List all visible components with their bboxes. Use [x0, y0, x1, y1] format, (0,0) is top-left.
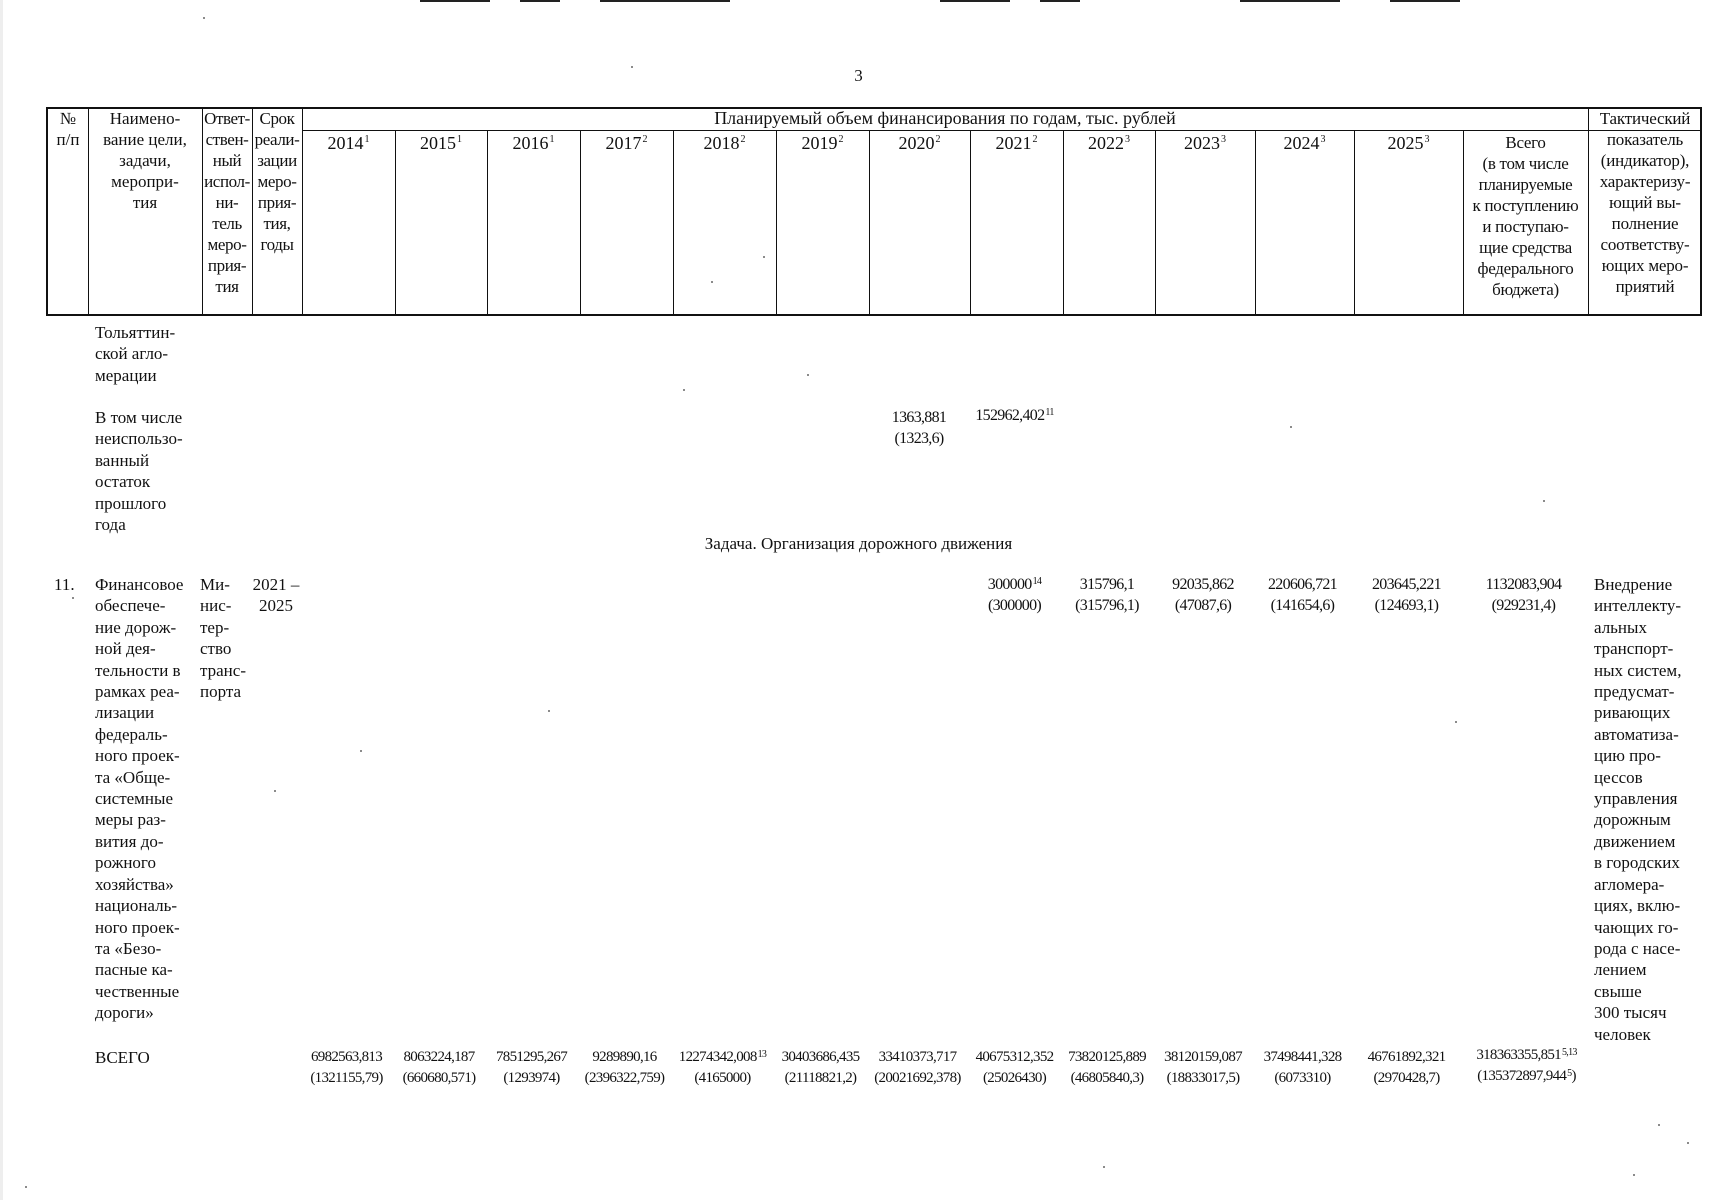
row11-responsible: Ми- нис- тер- ство транс- порта — [200, 575, 246, 702]
row11-2025-value: 203645,221 (124693,1) — [1371, 576, 1441, 614]
header-year-2023: 2023$^3$ — [1184, 133, 1226, 153]
scan-speck — [711, 281, 713, 283]
total-2016: 7851295,267 (1293974) — [495, 1049, 568, 1086]
scan-speck — [763, 256, 765, 258]
scan-speck — [1290, 426, 1292, 428]
scan-speck — [203, 17, 205, 19]
scan-speck — [631, 66, 633, 68]
header-col-name: Наимено- вание цели, задачи, меропри- тия — [103, 109, 187, 212]
header-year-2024: 2024$^3$ — [1283, 133, 1326, 153]
column-divider — [395, 130, 396, 314]
scan-speck — [683, 389, 685, 391]
row11-name: Финансовое обеспече- ние дорож- ной дея- тельности в рамках реа- лизации федераль- ного проек- та «Обще- системные меры раз- вития до- рожного хозяйства» националь- ного проек- та «Безо- пасные ка- чественные дороги» — [95, 575, 184, 1023]
header-year-2025: 2025$^3$ — [1387, 133, 1430, 153]
header-col-total: Всего (в том числе планируемые к поступлению и поступаю- щие средства федерального бюджета) — [1472, 133, 1579, 299]
row11-term: 2021 – 2025 — [252, 575, 300, 616]
scan-artifact-line — [1390, 0, 1460, 2]
column-divider — [487, 130, 488, 314]
total-2019: 30403686,435 (21118821,2) — [781, 1049, 860, 1086]
scan-artifact-line — [1040, 0, 1080, 2]
scan-artifact-line — [940, 0, 1010, 2]
row11-2021-value: 300000$^{14}$ (300000) — [987, 576, 1042, 614]
row-number: 11. — [54, 575, 75, 594]
scan-speck — [1633, 1174, 1635, 1176]
scan-artifact-line — [520, 0, 560, 2]
total-2022: 73820125,889 (46805840,3) — [1068, 1049, 1146, 1086]
scan-speck — [1455, 721, 1457, 723]
unused-2021-value: 152962,402$^{11}$ — [975, 407, 1054, 424]
total-all-years: 318363355,851$^{5,13}$ (135372897,944$^5$) — [1476, 1047, 1577, 1084]
header-col-number: № п/п — [56, 109, 80, 149]
total-label: ВСЕГО — [95, 1048, 150, 1067]
column-divider — [1155, 130, 1156, 314]
scan-speck — [360, 750, 362, 752]
header-year-2021: 2021$^2$ — [995, 133, 1038, 153]
header-col-term: Срок реали- зации меро- прия- тия, годы — [254, 109, 300, 254]
header-year-2020: 2020$^2$ — [898, 133, 941, 153]
column-divider — [1354, 130, 1355, 314]
header-financing-title: Планируемый объем финансирования по годам, тыс. рублей — [714, 108, 1176, 128]
column-divider — [1063, 130, 1064, 314]
row11-2023-value: 92035,862 (47087,6) — [1172, 576, 1234, 614]
row11-2022-value: 315796,1 (315796,1) — [1075, 576, 1139, 614]
header-col-responsible: Ответ- ствен- ный испол- ни- тель меро- прия- тия — [204, 109, 250, 296]
header-year-2015: 2015$^1$ — [420, 133, 462, 153]
page-number: 3 — [854, 66, 863, 85]
total-2021: 40675312,352 (25026430) — [975, 1049, 1054, 1086]
scan-speck — [72, 597, 74, 599]
scan-artifact-line — [420, 0, 490, 2]
column-divider — [580, 130, 581, 314]
task-heading: Задача. Организация дорожного движения — [704, 534, 1013, 553]
header-year-2022: 2022$^3$ — [1088, 133, 1130, 153]
total-2025: 46761892,321 (2970428,7) — [1367, 1049, 1446, 1086]
total-2015: 8063224,187 (660680,571) — [402, 1049, 476, 1086]
scan-speck — [548, 710, 550, 712]
total-2018: 12274342,008$^{13}$ (4165000) — [678, 1049, 767, 1086]
row11-2024-value: 220606,721 (141654,6) — [1267, 576, 1337, 614]
header-year-2019: 2019$^2$ — [801, 133, 844, 153]
column-divider — [1255, 130, 1256, 314]
scan-speck — [1103, 1166, 1105, 1168]
row11-indicator: Внедрение интеллекту- альных транспорт- ных систем, предусмат- ривающих автоматиза- цию про- цессов управления дорожным движением в городских агломера- циях, вклю- чающих го- рода с насе- лением свыше 300 тысяч человек — [1594, 575, 1682, 1044]
scan-artifact-line — [1240, 0, 1340, 2]
header-col-indicator: Тактический показатель (индикатор), характеризу- ющий вы- полнение соответству- ющих меро- приятий — [1599, 109, 1691, 296]
column-divider — [869, 130, 870, 314]
scan-speck — [1543, 500, 1545, 502]
scan-speck — [1658, 1124, 1660, 1126]
column-divider — [673, 130, 674, 314]
scan-speck — [25, 1186, 27, 1188]
unused-balance-label: В том числе неиспользо- ванный остаток прошлого года — [95, 408, 183, 535]
header-year-2014: 2014$^1$ — [327, 133, 370, 153]
scan-artifact-line — [600, 0, 730, 2]
total-2014: 6982563,813 (1321155,79) — [310, 1049, 383, 1086]
header-year-2016: 2016$^1$ — [512, 133, 555, 153]
column-divider — [970, 130, 971, 314]
total-2017: 9289890,16 (2396322,759) — [584, 1049, 665, 1086]
header-year-2018: 2018$^2$ — [703, 133, 746, 153]
scan-speck — [274, 790, 276, 792]
column-divider — [776, 130, 777, 314]
unused-2020-value: 1363,881 (1323,6) — [891, 409, 947, 447]
table-header — [46, 107, 1702, 316]
row11-total-value: 1132083,904 (929231,4) — [1485, 576, 1562, 614]
continuation-name: Тольяттин- ской агло- мерации — [95, 323, 176, 385]
total-2024: 37498441,328 (6073310) — [1263, 1049, 1342, 1086]
years-divider — [302, 130, 1700, 131]
total-2020: 33410373,717 (20021692,378) — [874, 1049, 961, 1086]
total-2023: 38120159,087 (18833017,5) — [1164, 1049, 1242, 1086]
header-year-2017: 2017$^2$ — [605, 133, 648, 153]
scan-left-edge — [0, 0, 3, 1200]
scan-speck — [1687, 1142, 1689, 1144]
scan-speck — [807, 374, 809, 376]
